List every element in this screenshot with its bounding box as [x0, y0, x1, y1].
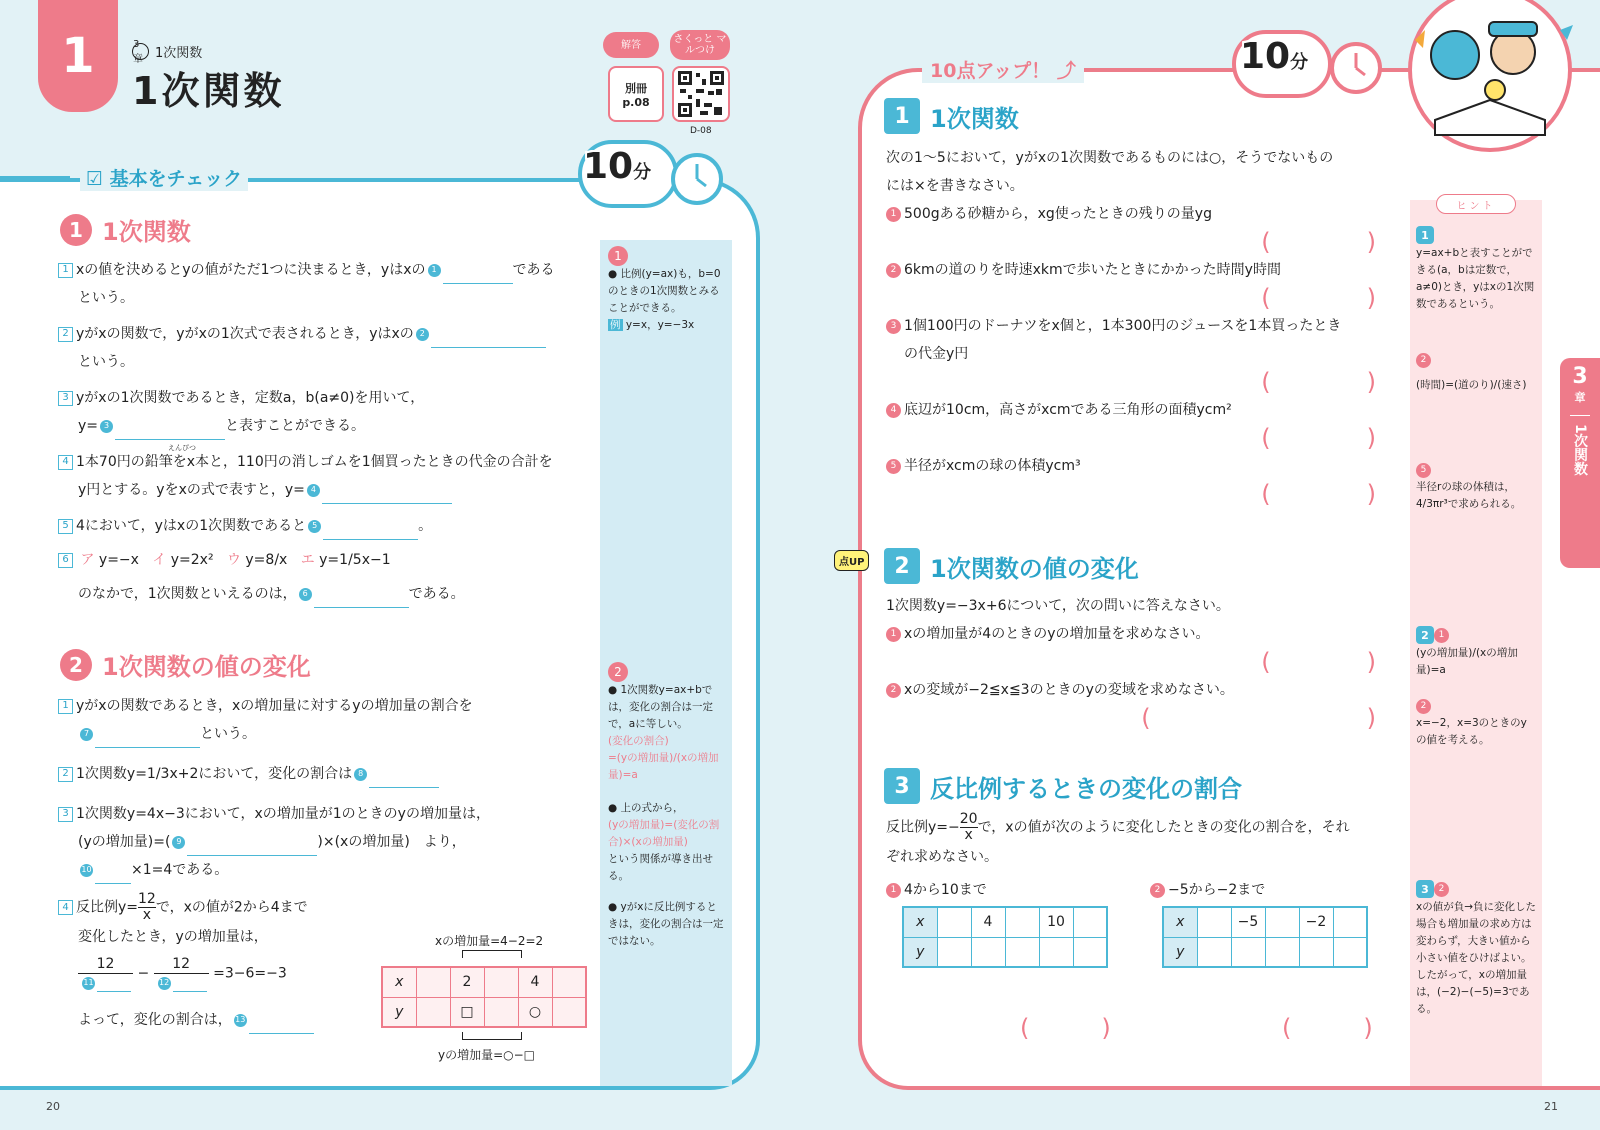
- quick-check-pill: さくっと マルつけ: [670, 30, 730, 60]
- answer-blank-10[interactable]: [95, 883, 131, 884]
- timer-number: 10分: [583, 146, 652, 187]
- chapter-subtitle-text: 1次関数: [155, 46, 203, 61]
- r-s3-table-1: x 4 10 y: [902, 906, 1108, 968]
- r-heading-3: 3 反比例するときの変化の割合: [884, 768, 1242, 804]
- page-number-right: 21: [1544, 1100, 1558, 1113]
- qr-code[interactable]: [672, 66, 730, 122]
- diagram-table: x 2 4 y □ ○: [381, 966, 587, 1028]
- answer-paren[interactable]: ( ): [1261, 368, 1376, 396]
- hint-2: 2 (時間)=(道のり)/(速さ): [1416, 354, 1527, 391]
- r-s1-item: 3 1個100円のドーナツをx個と，1本300円のジュースを1本買ったとき: [886, 312, 1386, 340]
- q2-block: 1 yがxの関数であるとき，xの増加量に対するyの増加量の割合を 7 という。 2 1次関数y=1/3x+2において，変化の割合は 8 3 1次関数y=4x−3において，xの増加量が1のときのyの増加量は， (yの増加量)=( 9 )×(xの増加量) より， 10 ×1=4である。 4 反比例y= $\frac{12}{x}$ で，xの値が2から4まで 変化したとき，yの増加量は， $\frac{12}{11}$ − $\frac{12}{12}$ =3−6=−3 よって，変化の割合は， 13: [58, 692, 598, 1034]
- q1-item-3: 3 yがxの1次関数であるとき，定数a，b(a≠0)を用いて，: [58, 384, 598, 412]
- r-s1-item: 1 500gある砂糖から，xg使ったときの残りの量yg: [886, 200, 1386, 228]
- hint-2-1: 2 1 (yの増加量)/(xの増加量)=a: [1416, 626, 1536, 679]
- q2-item-2: 2 1次関数y=1/3x+2において，変化の割合は 8: [58, 760, 598, 788]
- answer-box[interactable]: 別冊 p.08: [608, 66, 664, 122]
- answer-blank-6[interactable]: [314, 607, 409, 608]
- page-title: 1次関数: [132, 69, 285, 113]
- sidebar-note-1: 1 ● 比例(y=ax)も，b=0のときの1次関数とみることができる。 例 y=x，y=−3x: [608, 246, 726, 334]
- r-s1-item: 4 底辺が10cm，高さがxcmである三角形の面積ycm²: [886, 396, 1386, 424]
- bracket-top: [462, 950, 522, 958]
- answer-pill: 解答: [603, 32, 659, 58]
- r-s3-table-2: x −5 −2 y: [1162, 906, 1368, 968]
- answer-blank-13[interactable]: [249, 1033, 314, 1034]
- r-s1-instructions: 次の1〜5において，yがxの1次関数であるものには○，そうでないもの には×を書きなさい。: [886, 150, 1334, 194]
- r-s1-items: 1 500gある砂糖から，xg使ったときの残りの量yg ( ) 2 6kmの道のりを時速xkmで歩いたときにかかった時間y時間 ( ) 3 1個100円のドーナツをx個と，1本300円のジュースを1本買ったとき の代金y円 ( ) 4 底辺が10cm，高さがxcmである三角形の面積ycm² ( ) 5 半径がxcmの球の体積ycm³ ( ): [886, 200, 1386, 508]
- answer-paren[interactable]: ( ): [1261, 480, 1376, 508]
- answer-paren[interactable]: ( ): [1261, 284, 1376, 312]
- r-s3-item-2: 2 −5から−2まで: [1150, 876, 1265, 904]
- answer-blank-4[interactable]: [322, 503, 452, 504]
- q1-item-5: 5 4において，yはxの1次関数であると 5 。: [58, 512, 598, 540]
- diagram-top-label: xの増加量=4−2=2: [435, 934, 544, 948]
- hint-5: 5 半径rの球の体積は， 4/3πr³で求められる。: [1416, 464, 1522, 510]
- r-heading-2: 2 1次関数の値の変化: [884, 548, 1139, 584]
- clock-icon-right: [1328, 40, 1384, 96]
- hint-label: ヒント: [1436, 194, 1516, 214]
- answer-blank-7[interactable]: [95, 747, 200, 748]
- heading-2: 2 1次関数の値の変化: [60, 647, 311, 682]
- q1-item-1: 1 xの値を決めるとyの値がただ1つに決まるとき，yはxの 1 である: [58, 256, 598, 284]
- answer-blank-5[interactable]: [323, 539, 418, 540]
- answer-paren[interactable]: ( ): [1020, 1014, 1111, 1042]
- qr-code-icon: [678, 71, 724, 117]
- section-label: ☑ 基本をチェック: [80, 164, 248, 191]
- page-number-left: 20: [46, 1100, 60, 1113]
- chapter-subtitle: [132, 38, 203, 65]
- chapter-side-tab[interactable]: 3 章 1次関数: [1560, 358, 1600, 568]
- chapter-label: 3章: [132, 43, 149, 60]
- answer-paren[interactable]: ( ): [1261, 228, 1376, 256]
- hint-1: 1 y=ax+bと表すことができる(a，bは定数で，a≠0)とき，yはxの1次関数であるという。: [1416, 226, 1536, 313]
- answer-paren[interactable]: ( ): [1141, 704, 1376, 732]
- r-heading-1: 1 1次関数: [884, 98, 1019, 134]
- answer-paren[interactable]: ( ): [1261, 648, 1376, 676]
- q2-item-4: 4 反比例y= $\frac{12}{x}$ で，xの値が2から4まで: [58, 892, 598, 923]
- point-up-badge: 点UP: [834, 550, 869, 571]
- heading-1: 1 1次関数: [60, 212, 191, 247]
- answer-blank-2[interactable]: [431, 347, 546, 348]
- qr-code-label: D-08: [690, 126, 712, 136]
- answer-paren[interactable]: ( ): [1261, 424, 1376, 452]
- q2-item-1: 1 yがxの関数であるとき，xの増加量に対するyの増加量の割合を: [58, 692, 598, 720]
- diagram-bottom-label: yの増加量=○−□: [438, 1048, 536, 1062]
- character-illustration: [1395, 0, 1585, 160]
- answer-paren[interactable]: ( ): [1282, 1014, 1373, 1042]
- hint-2-2: 2 x=−2，x=3のときのyの値を考える。: [1416, 700, 1527, 746]
- r-s2-block: 1次関数y=−3x+6について，次の問いに答えなさい。 1 xの増加量が4のときのyの増加量を求めなさい。 ( ) 2 xの変域が−2≦x≦3のときのyの変域を求めなさい。 ( ): [886, 592, 1386, 732]
- answer-blank-1[interactable]: [443, 283, 513, 284]
- r-s3-item-1: 1 4から10まで: [886, 876, 987, 904]
- q1-item-2: 2 yがxの関数で，yがxの1次式で表されるとき，yはxの 2: [58, 320, 598, 348]
- chapter-number-tab: 1: [38, 0, 118, 112]
- q1-block: 1 xの値を決めるとyの値がただ1つに決まるとき，yはxの 1 である という。 2 yがxの関数で，yがxの1次式で表されるとき，yはxの 2 という。 3 yがxの1次関数であるとき，定数a，b(a≠0)を用いて， y= 3 と表すことができる。 えんぴつ 4 1本70円の鉛筆をx本と，110円の消しゴムを1個買ったときの代金の合計を y円とする。yをxの式で表すと，y= 4 5 4において，yはxの1次関数であると 5 。 6 ア y=−x イ y=2x² ウ y=8/x エ y=1/5x−1 のなかで，1次関数といえるのは， 6 である。: [58, 256, 598, 608]
- r-s1-item: 2 6kmの道のりを時速xkmで歩いたときにかかった時間y時間: [886, 256, 1386, 284]
- q2-item-3: 3 1次関数y=4x−3において，xの増加量が1のときのyの増加量は，: [58, 800, 598, 828]
- r-s1-item: 5 半径がxcmの球の体積ycm³: [886, 452, 1386, 480]
- up-banner: 10点アップ！ ⤴: [922, 56, 1084, 83]
- bracket-bottom: [462, 1032, 522, 1040]
- hint-3-2: 3 2 xの値が負→負に変化した場合も増加量の求め方は変わらず，大きい値から小さい値をひけばよい。したがって，xの増加量は，(−2)−(−5)=3である。: [1416, 880, 1536, 1018]
- q1-item-6: 6 ア y=−x イ y=2x² ウ y=8/x エ y=1/5x−1: [58, 546, 598, 574]
- answer-blank-11[interactable]: [97, 991, 131, 992]
- clock-icon: [670, 152, 724, 206]
- q1-item-4: えんぴつ 4 1本70円の鉛筆をx本と，110円の消しゴムを1個買ったときの代金の合計を: [58, 448, 598, 476]
- rule: [0, 176, 70, 179]
- answer-blank-12[interactable]: [173, 991, 207, 992]
- r-s3-instructions: 反比例y=− $\frac{20}{x}$ で，xの値が次のように変化したときの変化の割合を，それ ぞれ求めなさい。: [886, 811, 1350, 865]
- sidebar-note-2: 2 ● 1次関数y=ax+bでは，変化の割合は一定で，aに等しい。 (変化の割合) =(yの増加量)/(xの増加量)=a ● 上の式から， (yの増加量)=(変化の割合)×(xの増加量) という関係が導き出せる。 ● yがxに反比例するときは，変化の割合は一定ではない。: [608, 662, 726, 950]
- answer-blank-8[interactable]: [369, 787, 439, 788]
- timer-number-right: 10分: [1240, 36, 1309, 77]
